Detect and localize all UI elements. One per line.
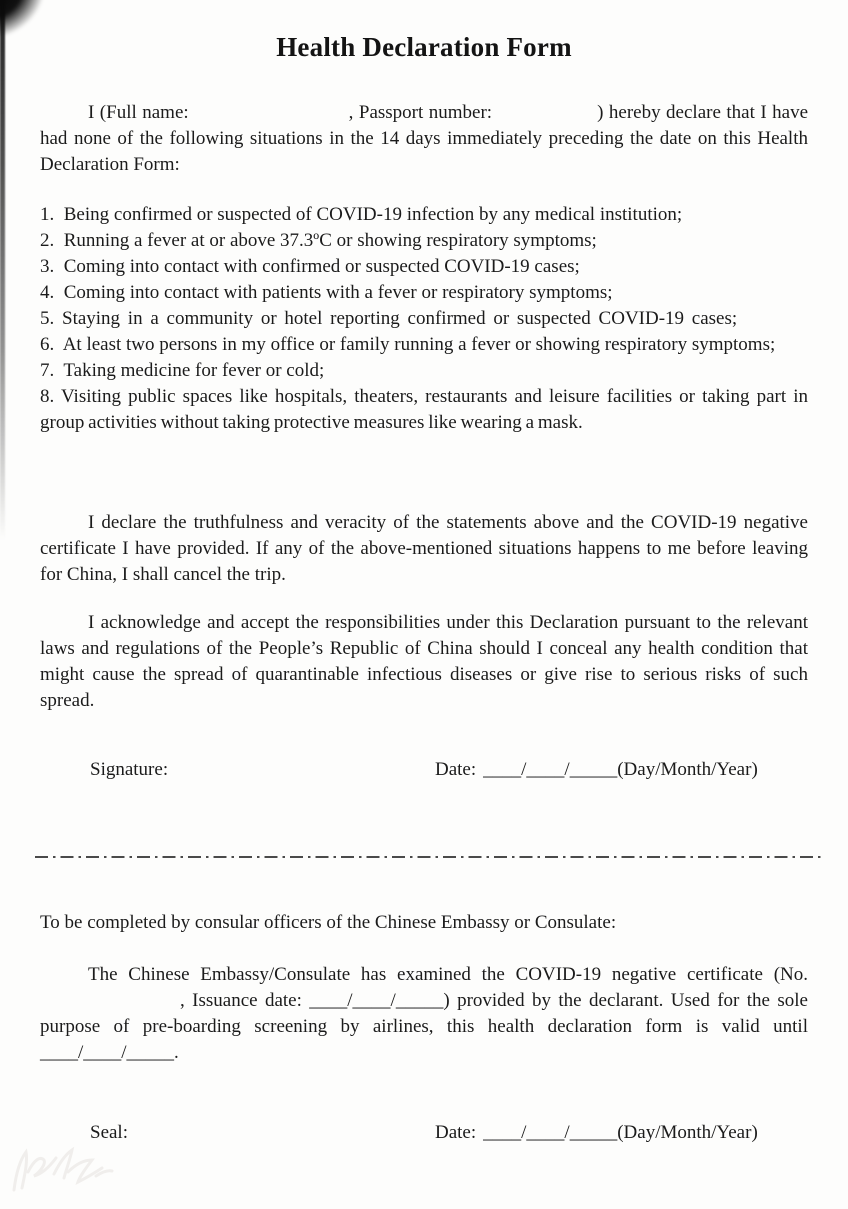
consular-text-1: The Chinese Embassy/Consulate has examined the COVID-19 negative certificate (No. xyxy=(88,964,808,985)
passport-number-blank xyxy=(492,117,597,118)
date-format-hint: (Day/Month/Year) xyxy=(617,759,758,780)
declaration-paragraph-1: I declare the truthfulness and veracity of the statements above and the COVID-19 negative certificate I have provided. If any of the above-mentioned situations happens to me before leaving for China, I shall cancel the trip. xyxy=(40,512,808,585)
intro-text-1: I (Full name: xyxy=(88,102,189,123)
date-label: Date: xyxy=(435,759,477,780)
date-blanks: ____/____/_____ xyxy=(483,1122,618,1143)
consular-section-heading: To be completed by consular officers of the Chinese Embassy or Consulate: xyxy=(40,912,617,933)
intro-paragraph xyxy=(40,100,808,178)
form-title: Health Declaration Form xyxy=(276,32,572,62)
watermark-scribble-icon xyxy=(6,1138,116,1202)
intro-text-2: , Passport number: xyxy=(348,102,493,123)
date-format-hint: (Day/Month/Year) xyxy=(617,1122,758,1143)
situation-item-2: 2. Running a fever at or above 37.3ºC or showing respiratory symptoms; xyxy=(40,230,597,251)
date-label: Date: xyxy=(435,1122,477,1143)
situation-item-5: 5. Staying in a community or hotel reporting confirmed or suspected COVID-19 cases; xyxy=(40,308,738,329)
consular-paragraph xyxy=(40,962,808,1066)
intro-text-3: ) hereby declare that I have had none of the following situations in the 14 days immediately preceding the date on this Health Declaration Form: xyxy=(40,102,808,175)
declaration-paragraph-2: I acknowledge and accept the responsibilities under this Declaration pursuant to the relevant laws and regulations of the People’s Republic of China should I conceal any health condition that might cause the spread of quarantinable infectious diseases or give rise to serious risks of such spread. xyxy=(40,612,808,711)
scan-artifact-left-edge xyxy=(0,0,5,540)
situation-list xyxy=(40,202,808,436)
seal-label: Seal: xyxy=(90,1122,128,1143)
certificate-number-blank xyxy=(40,1005,180,1006)
consular-text-2: , Issuance date: ____/____/_____) provided by the declarant. Used for the sole purpose of pre-boarding screening by airlines, this health declaration form is valid until ____/____/_____. xyxy=(40,990,808,1063)
situation-item-1: 1. Being confirmed or suspected of COVID-19 infection by any medical institution; xyxy=(40,204,683,225)
situation-item-6: 6. At least two persons in my office or family running a fever or showing respiratory symptoms; xyxy=(40,334,776,355)
situation-item-4: 4. Coming into contact with patients with a fever or respiratory symptoms; xyxy=(40,282,613,303)
situation-item-3: 3. Coming into contact with confirmed or suspected COVID-19 cases; xyxy=(40,256,580,277)
signature-date-group xyxy=(435,757,758,783)
signature-row xyxy=(40,757,808,785)
seal-date-group xyxy=(435,1120,758,1146)
cut-line-divider xyxy=(35,856,822,858)
seal-row xyxy=(40,1120,808,1148)
situation-item-7: 7. Taking medicine for fever or cold; xyxy=(40,360,325,381)
date-blanks: ____/____/_____ xyxy=(483,759,618,780)
full-name-blank xyxy=(189,117,349,118)
signature-label: Signature: xyxy=(90,759,169,780)
situation-item-8: 8. Visiting public spaces like hospitals, theaters, restaurants and leisure facilities or taking part in group activities without taking protective measures like wearing a mask. xyxy=(40,386,808,433)
